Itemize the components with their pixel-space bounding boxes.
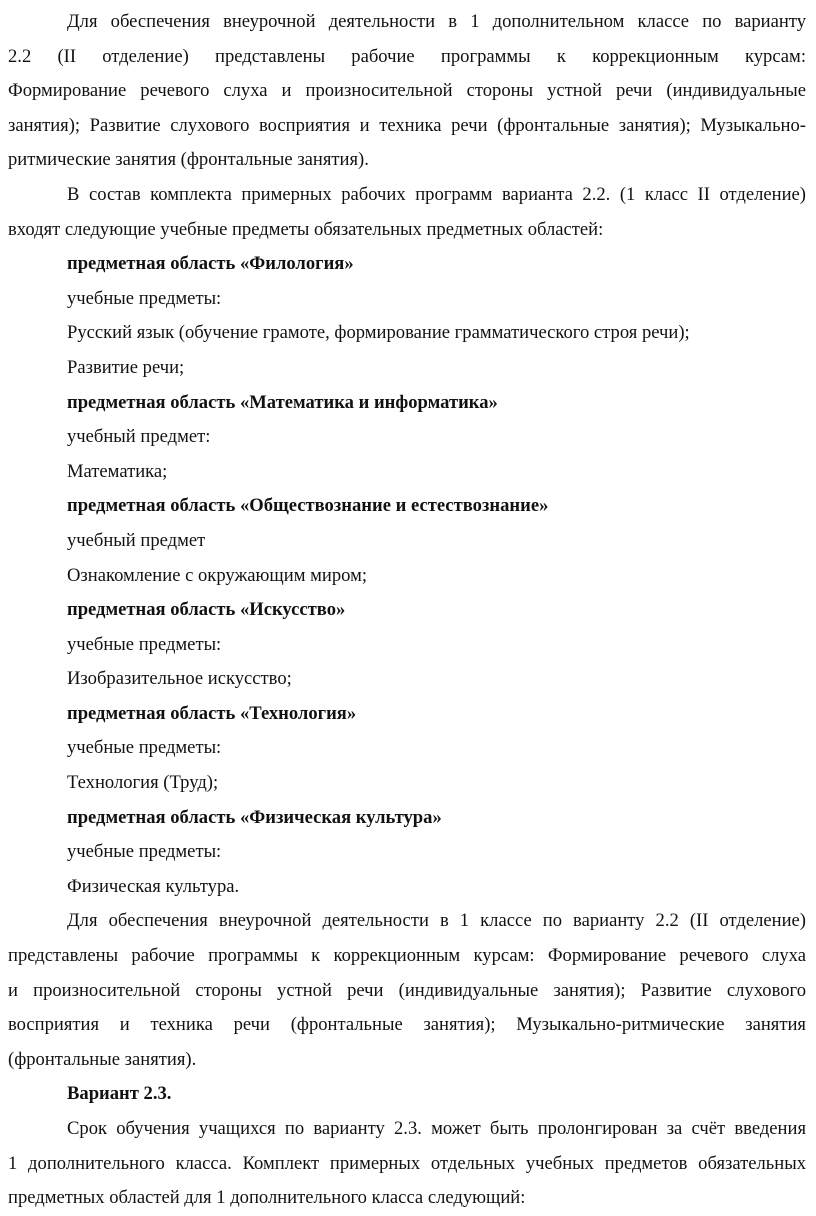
section-heading: предметная область «Физическая культура» [67,806,442,828]
text-line: Для обеспечения внеурочной деятельности в 1 дополнительном классе по варианту [67,11,806,32]
text-line: Срок обучения учащихся по варианту 2.3. может быть пролонгирован за счёт введения [67,1118,806,1139]
text-line: Математика; [67,460,168,482]
text-line: Физическая культура. [67,875,240,897]
text-line: Ознакомление с окружающим миром; [67,564,368,586]
text-line: Формирование речевого слуха и произносительной стороны устной речи (индивидуальные [8,80,806,102]
text-line: учебные предметы: [67,633,222,655]
text-line: Для обеспечения внеурочной деятельности в 1 классе по варианту 2.2 (II отделение) [67,910,806,932]
section-heading: предметная область «Филология» [67,253,354,275]
text-line: учебный предмет [67,529,206,551]
text-line: (фронтальные занятия). [8,1048,197,1070]
text-line: 1 дополнительного класса. Комплект примерных отдельных учебных предметов обязательных [8,1152,806,1174]
document-page [8,0,806,1216]
text-line: Технология (Труд); [67,772,219,794]
text-line: Изобразительное искусство; [67,668,292,690]
text-line: представлены рабочие программы к коррекционным курсам: Формирование речевого слуха [8,945,806,967]
text-line: и произносительной стороны устной речи (индивидуальные занятия); Развитие слухового [8,979,806,1001]
text-line: В состав комплекта примерных рабочих программ варианта 2.2. (1 класс II отделение) [67,183,806,205]
text-line: учебные предметы: [67,737,222,759]
text-line: 2.2 (II отделение) представлены рабочие программы к коррекционным курсам: [8,45,806,67]
text-line: входят следующие учебные предметы обязательных предметных областей: [8,218,604,240]
text-line: восприятия и техника речи (фронтальные занятия); Музыкально-ритмические занятия [8,1014,806,1036]
text-line: учебный предмет: [67,426,211,448]
section-heading: предметная область «Обществознание и естествознание» [67,495,549,517]
text-line: Развитие речи; [67,356,185,378]
text-line: Русский язык (обучение грамоте, формирование грамматического строя речи); [67,322,690,344]
section-heading: предметная область «Технология» [67,702,357,724]
text-line: предметных областей для 1 дополнительного класса следующий: [8,1187,526,1209]
section-heading: Вариант 2.3. [67,1083,172,1105]
text-line: учебные предметы: [67,841,222,863]
section-heading: предметная область «Искусство» [67,599,346,621]
text-line: учебные предметы: [67,287,222,309]
section-heading: предметная область «Математика и информатика» [67,391,498,413]
text-line: ритмические занятия (фронтальные занятия). [8,149,369,171]
text-line: занятия); Развитие слухового восприятия и техника речи (фронтальные занятия); Музыкально- [8,114,806,136]
